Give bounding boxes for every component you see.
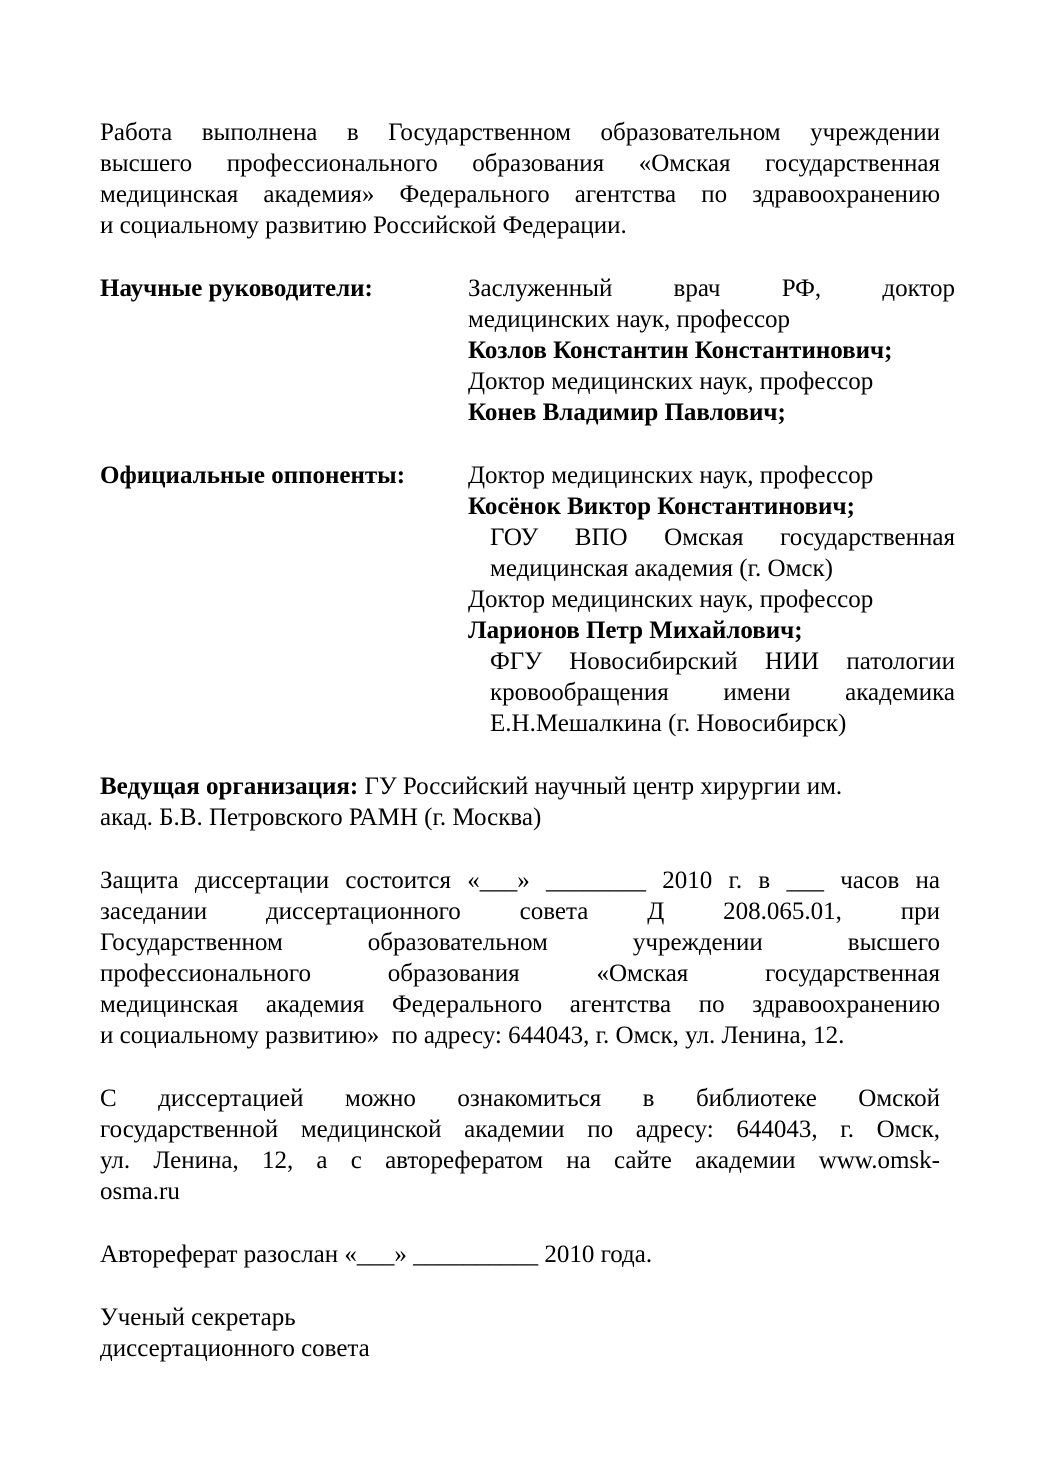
opponent-line: Доктор медицинских наук, профессор (468, 462, 874, 489)
lead-org-label: Ведущая организация: (100, 773, 359, 800)
defense-line: Защита диссертации состоится «___» ________ 2010 г. в ___ часов на (100, 867, 940, 894)
defense-line: и социальному развитию» по адресу: 644043, г. Омск, ул. Ленина, 12. (100, 1022, 845, 1049)
supervisor-line: Заслуженный врач РФ, доктор (468, 275, 955, 302)
opponent-name: Косёнок Виктор Константинович; (468, 493, 855, 520)
opponent-affiliation: кровообращения имени академика (490, 679, 955, 706)
secretary-council: диссертационного совета (100, 1335, 370, 1362)
defense-line: заседании диссертационного совета Д 208.065.01, при (100, 898, 940, 925)
defense-line: Государственном образовательном учреждении высшего (100, 929, 940, 956)
lead-org-line-2: акад. Б.В. Петровского РАМН (г. Москва) (100, 804, 542, 831)
library-line: государственной медицинской академии по адресу: 644043, г. Омск, (100, 1116, 940, 1143)
opponent-affiliation: ФГУ Новосибирский НИИ патологии (490, 648, 955, 675)
library-line: ул. Ленина, 12, а с авторефератом на сайте академии www.omsk- (100, 1147, 940, 1174)
intro-line: и социальному развитию Российской Федерации. (100, 212, 627, 239)
supervisor-line: Доктор медицинских наук, профессор (468, 368, 874, 395)
opponent-affiliation: Е.Н.Мешалкина (г. Новосибирск) (490, 710, 847, 737)
supervisor-name: Козлов Константин Константинович; (468, 337, 893, 364)
opponent-line: Доктор медицинских наук, профессор (468, 586, 874, 613)
dispatch-line: Автореферат разослан «___» __________ 2010 года. (100, 1241, 653, 1268)
library-line: С диссертацией можно ознакомиться в библиотеке Омской (100, 1085, 940, 1112)
opponent-affiliation: медицинская академия (г. Омск) (490, 555, 833, 582)
opponents-label: Официальные оппоненты: (100, 462, 406, 489)
library-line: osma.ru (100, 1178, 180, 1205)
opponent-name: Ларионов Петр Михайлович; (468, 617, 803, 644)
lead-org-name: ГУ Российский научный центр хирургии им. (358, 773, 843, 800)
intro-line: высшего профессионального образования «Омская государственная (100, 150, 940, 177)
intro-line: медицинская академия» Федерального агентства по здравоохранению (100, 181, 940, 208)
intro-line: Работа выполнена в Государственном образовательном учреждении (100, 119, 940, 146)
supervisor-line: медицинских наук, профессор (468, 306, 791, 333)
defense-line: профессионального образования «Омская государственная (100, 960, 940, 987)
defense-line: медицинская академия Федерального агентства по здравоохранению (100, 991, 940, 1018)
supervisors-label: Научные руководители: (100, 275, 373, 302)
lead-org-line (100, 771, 842, 802)
secretary-title: Ученый секретарь (100, 1304, 296, 1331)
opponent-affiliation: ГОУ ВПО Омская государственная (490, 524, 955, 551)
supervisor-name: Конев Владимир Павлович; (468, 399, 786, 426)
